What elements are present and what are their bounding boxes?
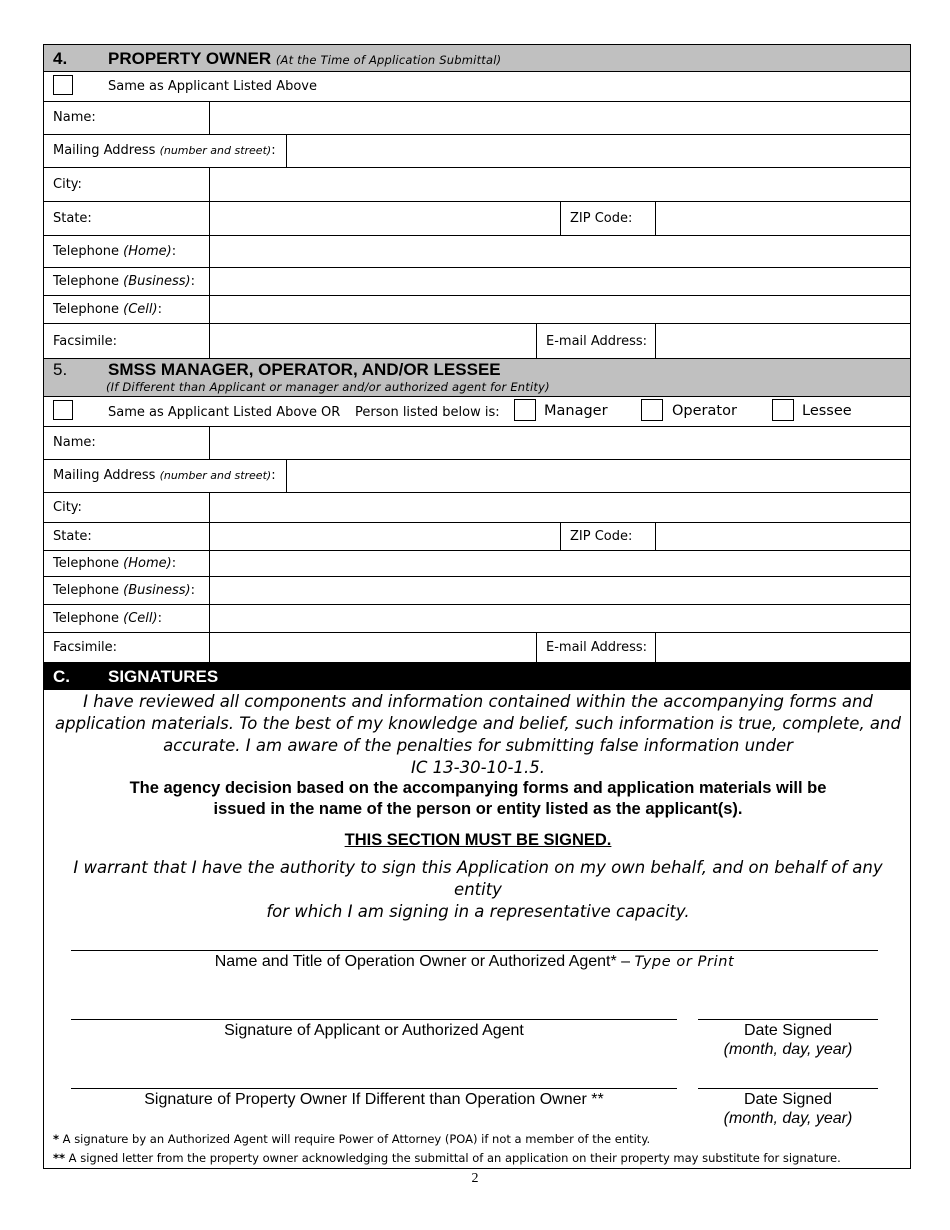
- owner-date-line[interactable]: [698, 1088, 878, 1089]
- owner-address-hint: (number and street): [159, 144, 272, 157]
- manager-tel-business-prefix: Telephone: [53, 583, 124, 598]
- manager-zip-label: ZIP Code:: [570, 529, 633, 544]
- manager-name-row: [44, 427, 910, 460]
- owner-address-colon: :: [271, 143, 276, 158]
- signatures-letter: C.: [53, 667, 70, 686]
- manager-label: Manager: [544, 403, 608, 419]
- owner-tel-cell-field[interactable]: [209, 296, 910, 323]
- operator-checkbox[interactable]: [641, 399, 663, 421]
- owner-date-hint: (month, day, year): [723, 1110, 853, 1127]
- section-5-header: [44, 359, 910, 397]
- manager-address-colon: :: [271, 468, 276, 483]
- manager-tel-business-label: [53, 583, 195, 598]
- name-title-label-text: Name and Title of Operation Owner or Authorized Agent* –: [214, 953, 635, 970]
- manager-tel-home-colon: :: [171, 556, 177, 571]
- certification-line-2: application materials. To the best of my knowledge and belief, such information is true, complete, and: [55, 714, 901, 733]
- manager-city-field[interactable]: [209, 493, 910, 522]
- certification-line-4: IC 13-30-10-1.5.: [411, 758, 545, 777]
- section-5-number: 5.: [53, 360, 68, 379]
- page-number: 2: [471, 1171, 479, 1186]
- footnote-poa-mark: *: [53, 1132, 60, 1146]
- manager-fax-row: [44, 633, 910, 663]
- owner-zip-label-cell: [560, 202, 655, 235]
- owner-tel-home-colon: :: [171, 244, 177, 259]
- section-4-number: 4.: [53, 49, 68, 68]
- manager-address-label: [53, 468, 276, 483]
- owner-zip-label: ZIP Code:: [570, 211, 633, 226]
- manager-fax-field[interactable]: [209, 633, 536, 662]
- owner-tel-business-hint: (Business): [123, 274, 191, 289]
- section-4-title-text: PROPERTY OWNER: [108, 49, 272, 68]
- authority-warrant-line-2: for which I am signing in a representative capacity.: [266, 902, 690, 921]
- owner-tel-cell-colon: :: [157, 302, 162, 317]
- manager-city-row: [44, 493, 910, 523]
- type-or-print-label: Type or Print: [634, 954, 735, 970]
- manager-state-field[interactable]: [209, 523, 560, 550]
- manager-tel-business-colon: :: [190, 583, 196, 598]
- owner-tel-home-field[interactable]: [209, 236, 910, 267]
- section-5-subtitle: (If Different than Applicant or manager and/or authorized agent for Entity): [106, 380, 550, 394]
- owner-tel-cell-hint: (Cell): [123, 302, 158, 317]
- manager-tel-business-row: [44, 577, 910, 605]
- authority-warrant-line-1: I warrant that I have the authority to sign this Application on my own behalf, and on behalf of any entity: [73, 858, 883, 899]
- footnote-owner-letter-text: A signed letter from the property owner acknowledging the submittal of an application on their property may substitute for signature.: [65, 1151, 841, 1165]
- owner-state-label: State:: [53, 211, 92, 226]
- owner-signature-label: Signature of Property Owner If Different than Operation Owner **: [144, 1091, 604, 1108]
- manager-tel-cell-row: [44, 605, 910, 633]
- manager-state-label: State:: [53, 529, 92, 544]
- manager-zip-field[interactable]: [655, 523, 910, 550]
- manager-email-field[interactable]: [655, 633, 910, 662]
- same-as-applicant-checkbox[interactable]: [53, 75, 73, 95]
- owner-email-field[interactable]: [655, 324, 910, 358]
- applicant-date-line[interactable]: [698, 1019, 878, 1020]
- owner-fax-field[interactable]: [209, 324, 536, 358]
- s5-or-label: OR: [321, 405, 341, 420]
- owner-tel-home-row: [44, 236, 910, 268]
- manager-address-row: [44, 460, 910, 493]
- owner-date-label: [698, 1090, 878, 1128]
- applicant-date-hint: (month, day, year): [723, 1041, 853, 1058]
- name-title-signature-line[interactable]: [71, 950, 878, 951]
- owner-tel-home-hint: (Home): [123, 244, 172, 259]
- applicant-signature-label: Signature of Applicant or Authorized Agent: [224, 1022, 524, 1039]
- owner-date-label-text: Date Signed: [743, 1091, 833, 1108]
- s5-person-listed-label: Person listed below is:: [355, 405, 500, 420]
- manager-address-field[interactable]: [286, 460, 910, 492]
- owner-tel-cell-label: [53, 302, 162, 317]
- agency-decision-line-2: issued in the name of the person or entity listed as the applicant(s).: [213, 800, 743, 818]
- owner-tel-business-label: [53, 274, 195, 289]
- owner-tel-home-label: [53, 244, 176, 259]
- section-4-same-row: [44, 72, 910, 102]
- manager-email-label-cell: [536, 633, 655, 662]
- manager-tel-home-hint: (Home): [123, 556, 172, 571]
- applicant-signature-line[interactable]: [71, 1019, 677, 1020]
- owner-tel-cell-row: [44, 296, 910, 324]
- owner-signature-line[interactable]: [71, 1088, 677, 1089]
- manager-name-field[interactable]: [209, 427, 910, 459]
- manager-tel-home-field[interactable]: [209, 551, 910, 576]
- owner-tel-business-row: [44, 268, 910, 296]
- manager-fax-label: Facsimile:: [53, 640, 118, 655]
- manager-tel-cell-colon: :: [157, 611, 162, 626]
- owner-name-row: [44, 102, 910, 135]
- owner-tel-business-colon: :: [190, 274, 196, 289]
- applicant-date-label: [698, 1021, 878, 1059]
- owner-tel-cell-prefix: Telephone: [53, 302, 124, 317]
- agency-decision-statement: [52, 778, 904, 820]
- manager-tel-cell-field[interactable]: [209, 605, 910, 632]
- section-4-header: [44, 45, 910, 72]
- footnote-owner-letter-mark: **: [53, 1151, 66, 1165]
- certification-line-1: I have reviewed all components and information contained within the accompanying forms and: [83, 692, 873, 711]
- application-form: [43, 44, 911, 1169]
- owner-name-label: Name:: [53, 110, 96, 125]
- agency-decision-line-1: The agency decision based on the accompanying forms and application materials will be: [129, 779, 827, 797]
- certification-line-3: accurate. I am aware of the penalties for submitting false information under: [163, 736, 793, 755]
- operator-label: Operator: [672, 403, 737, 419]
- manager-name-label: Name:: [53, 435, 96, 450]
- s5-same-as-applicant-label: Same as Applicant Listed Above: [108, 405, 317, 420]
- applicant-date-label-text: Date Signed: [743, 1022, 833, 1039]
- owner-fax-label: Facsimile:: [53, 334, 118, 349]
- manager-checkbox[interactable]: [514, 399, 536, 421]
- certification-statement: [52, 691, 904, 779]
- owner-address-row: [44, 135, 910, 168]
- name-title-label: [71, 952, 878, 972]
- owner-state-row: [44, 202, 910, 236]
- lessee-label: Lessee: [802, 403, 852, 419]
- must-sign-notice: THIS SECTION MUST BE SIGNED.: [344, 831, 612, 849]
- lessee-checkbox[interactable]: [772, 399, 794, 421]
- same-as-applicant-label: Same as Applicant Listed Above: [108, 79, 317, 94]
- manager-tel-cell-hint: (Cell): [123, 611, 158, 626]
- owner-email-label-cell: [536, 324, 655, 358]
- section-5-options-row: [44, 397, 910, 427]
- owner-city-label: City:: [53, 177, 82, 192]
- manager-tel-business-field[interactable]: [209, 577, 910, 604]
- owner-address-label-text: Mailing Address: [53, 143, 156, 158]
- owner-tel-home-prefix: Telephone: [53, 244, 124, 259]
- section-4-title: [108, 49, 501, 69]
- owner-name-field[interactable]: [209, 102, 910, 134]
- manager-city-label: City:: [53, 500, 82, 515]
- manager-tel-home-label: [53, 556, 176, 571]
- manager-tel-cell-prefix: Telephone: [53, 611, 124, 626]
- manager-zip-label-cell: [560, 523, 655, 550]
- owner-address-label: [53, 143, 276, 158]
- section-5-title: SMSS MANAGER, OPERATOR, AND/OR LESSEE: [108, 360, 501, 379]
- manager-state-row: [44, 523, 910, 551]
- owner-tel-business-field[interactable]: [209, 268, 910, 295]
- signatures-title: SIGNATURES: [108, 667, 219, 686]
- footnote-owner-letter: [53, 1151, 841, 1165]
- owner-fax-row: [44, 324, 910, 359]
- owner-city-row: [44, 168, 910, 202]
- owner-city-field[interactable]: [209, 168, 910, 201]
- manager-tel-business-hint: (Business): [123, 583, 191, 598]
- manager-address-hint: (number and street): [159, 469, 272, 482]
- manager-tel-home-prefix: Telephone: [53, 556, 124, 571]
- manager-tel-cell-label: [53, 611, 162, 626]
- owner-email-label: E-mail Address:: [546, 334, 648, 349]
- footnote-poa-text: A signature by an Authorized Agent will require Power of Attorney (POA) if not a member of the entity.: [59, 1132, 651, 1146]
- footnote-poa: [53, 1132, 650, 1146]
- manager-address-label-text: Mailing Address: [53, 468, 156, 483]
- owner-address-field[interactable]: [286, 135, 910, 167]
- authority-warrant: [52, 857, 904, 923]
- manager-tel-home-row: [44, 551, 910, 577]
- owner-tel-business-prefix: Telephone: [53, 274, 124, 289]
- owner-zip-field[interactable]: [655, 202, 910, 235]
- owner-state-field[interactable]: [209, 202, 560, 235]
- section-4-subtitle: (At the Time of Application Submittal): [275, 53, 502, 67]
- s5-same-as-applicant-checkbox[interactable]: [53, 400, 73, 420]
- manager-email-label: E-mail Address:: [546, 640, 648, 655]
- signatures-header: [44, 663, 910, 690]
